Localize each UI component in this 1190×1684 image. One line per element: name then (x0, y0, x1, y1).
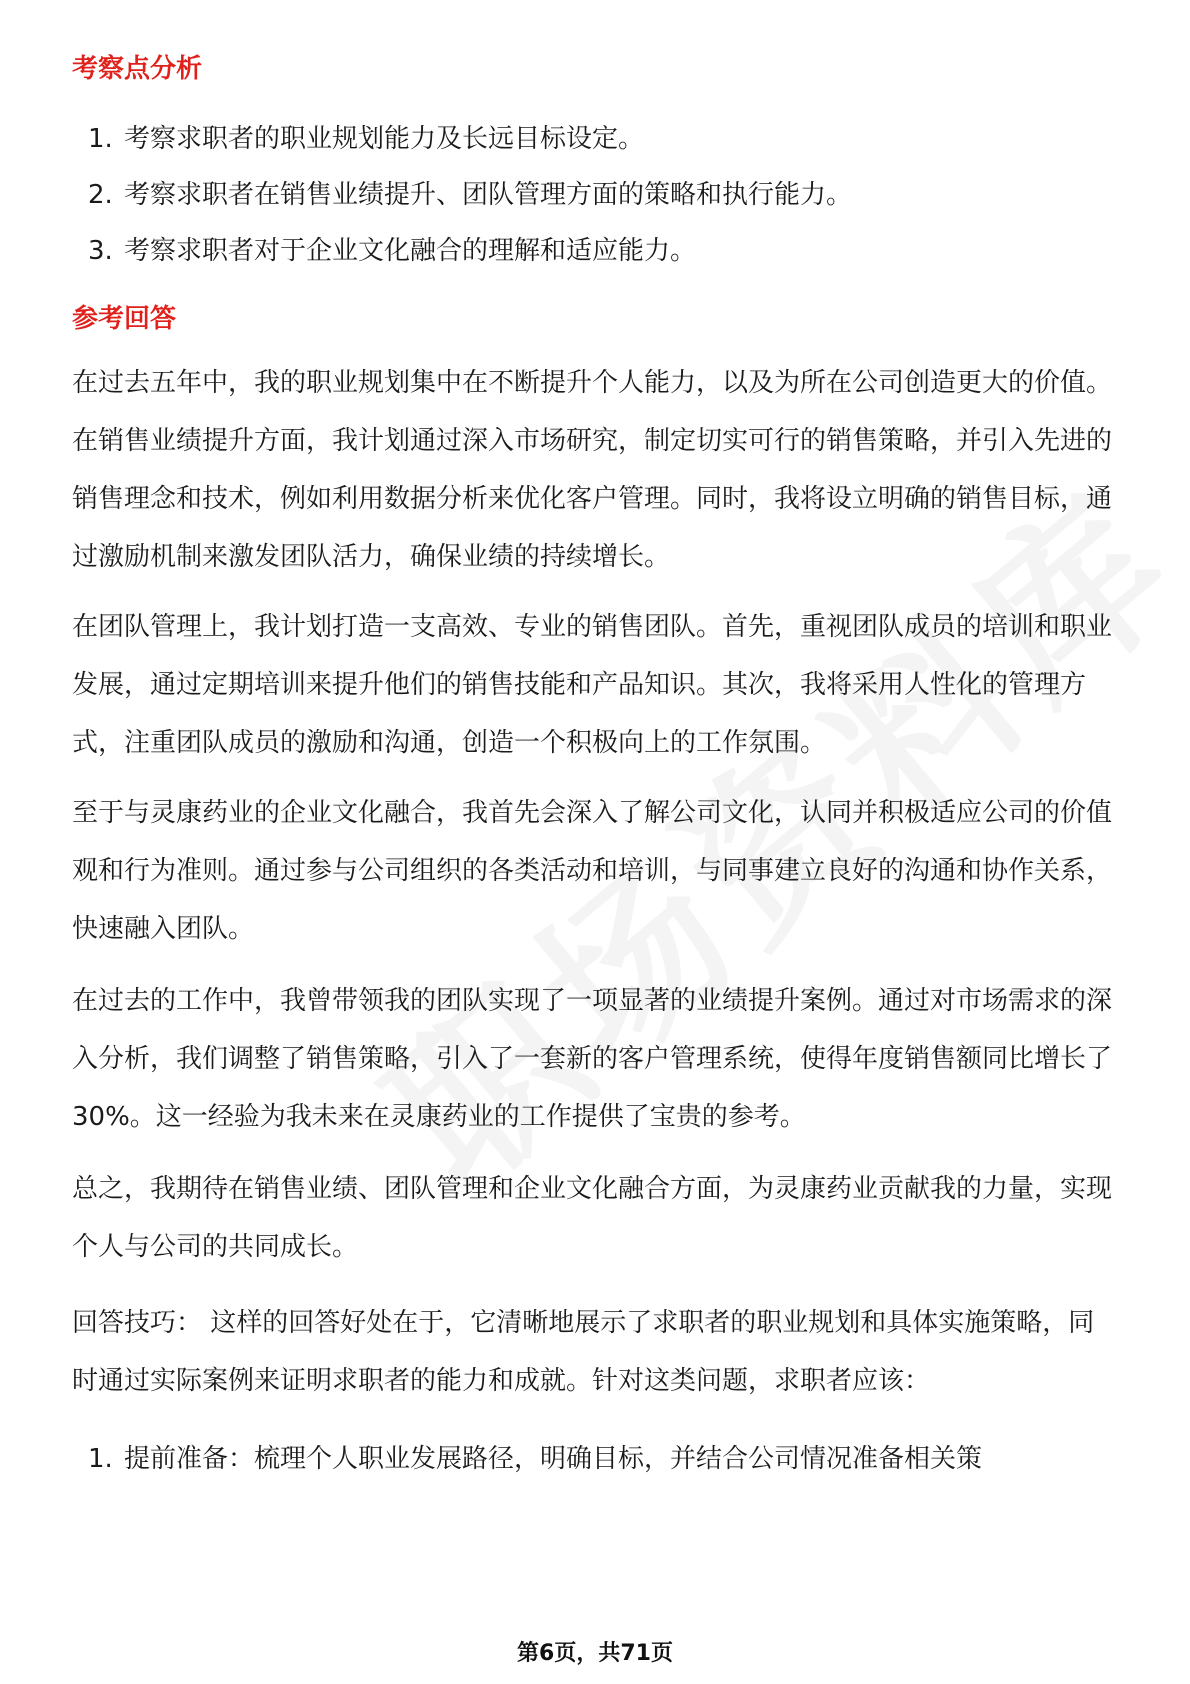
paragraph: 在团队管理上，我计划打造一支高效、专业的销售团队。首先，重视团队成员的培训和职业发展，通过定期培训来提升他们的销售技能和产品知识。其次，我将采用人性化的管理方式，注重团队成员的激励和沟通，创造一个积极向上的工作氛围。 (72, 612, 1113, 758)
page-number: 第6页，共71页 (517, 1641, 673, 1666)
analysis-heading: 考察点分析 (72, 54, 203, 84)
list-item (88, 230, 696, 267)
list-item (88, 118, 644, 155)
list-number: 3. (88, 236, 113, 266)
list-number: 1. (88, 124, 113, 154)
tips-paragraph: 回答技巧： 这样的回答好处在于，它清晰地展示了求职者的职业规划和具体实施策略，同时通过实际案例来证明求职者的能力和成就。针对这类问题，求职者应该： (72, 1308, 1095, 1396)
answer-heading: 参考回答 (72, 304, 177, 334)
list-number: 2. (88, 180, 113, 210)
list-text: 提前准备：梳理个人职业发展路径，明确目标，并结合公司情况准备相关策 (124, 1444, 983, 1474)
list-text: 考察求职者的职业规划能力及长远目标设定。 (124, 124, 645, 154)
paragraph: 至于与灵康药业的企业文化融合，我首先会深入了解公司文化，认同并积极适应公司的价值观和行为准则。通过参与公司组织的各类活动和培训，与同事建立良好的沟通和协作关系，快速融入团队。 (72, 798, 1113, 944)
paragraph: 在过去五年中，我的职业规划集中在不断提升个人能力，以及为所在公司创造更大的价值。在销售业绩提升方面，我计划通过深入市场研究，制定切实可行的销售策略，并引入先进的销售理念和技术，例如利用数据分析来优化客户管理。同时，我将设立明确的销售目标，通过激励机制来激发团队活力，确保业绩的持续增长。 (72, 368, 1113, 572)
list-item (88, 174, 852, 211)
list-text: 考察求职者在销售业绩提升、团队管理方面的策略和执行能力。 (124, 180, 853, 210)
list-item (88, 1438, 982, 1475)
paragraph: 总之，我期待在销售业绩、团队管理和企业文化融合方面，为灵康药业贡献我的力量，实现个人与公司的共同成长。 (72, 1174, 1113, 1262)
list-text: 考察求职者对于企业文化融合的理解和适应能力。 (124, 236, 697, 266)
paragraph: 在过去的工作中，我曾带领我的团队实现了一项显著的业绩提升案例。通过对市场需求的深入分析，我们调整了销售策略，引入了一套新的客户管理系统，使得年度销售额同比增长了30%。这一经验为我未来在灵康药业的工作提供了宝贵的参考。 (72, 986, 1113, 1132)
list-number: 1. (88, 1444, 113, 1474)
